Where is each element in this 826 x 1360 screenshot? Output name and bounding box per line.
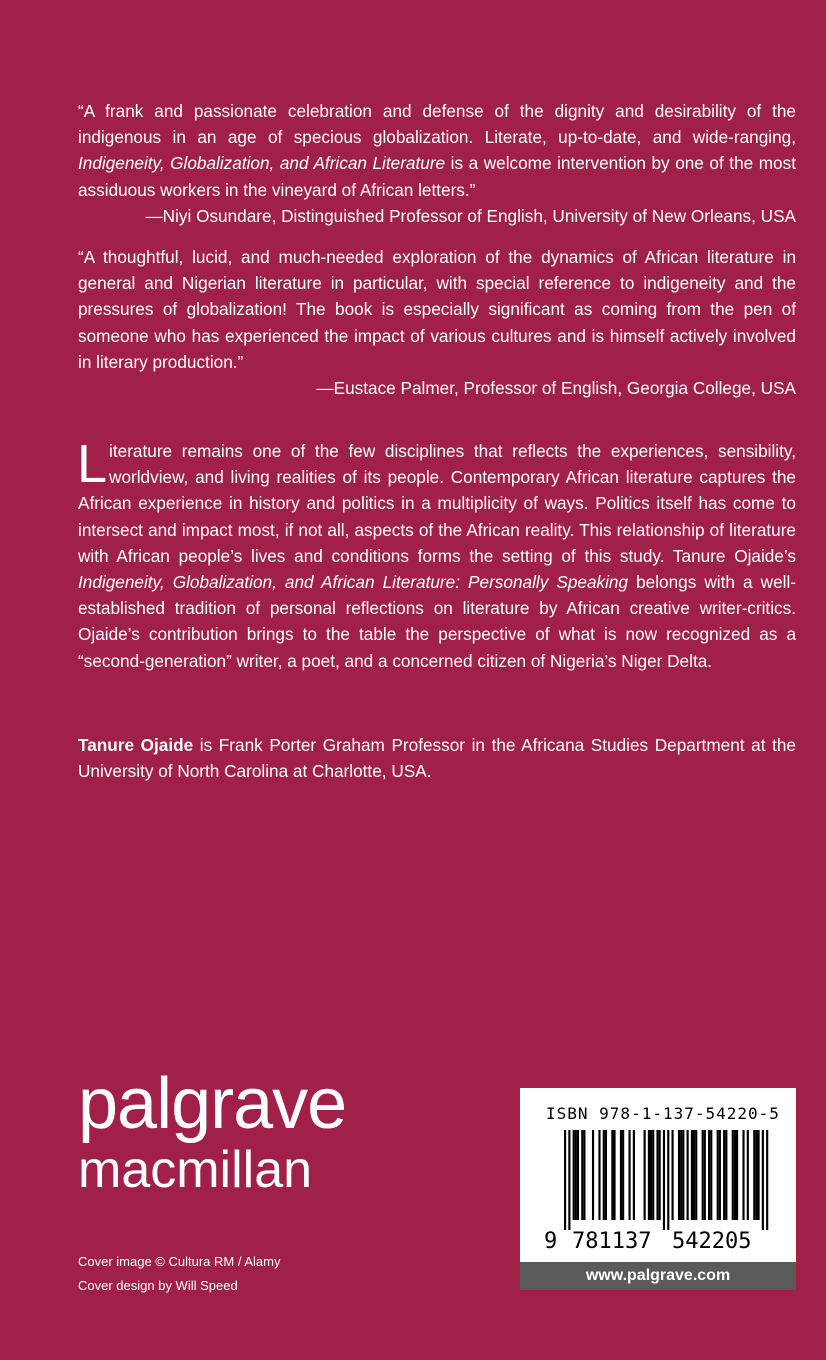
- barcode-bar: [695, 1130, 697, 1220]
- review-quote-1-attribution: —Niyi Osundare, Distinguished Professor of English, University of New Orleans, USA: [145, 205, 796, 226]
- barcode-bar: [704, 1130, 706, 1220]
- review-quote-1: [78, 98, 796, 229]
- barcode-bar: [719, 1130, 721, 1220]
- isbn-barcode: [520, 1088, 796, 1262]
- barcode-graphic: [520, 1088, 796, 1262]
- barcode-bar: [583, 1130, 585, 1220]
- barcode-bar: [663, 1130, 665, 1230]
- barcode-bar: [644, 1130, 646, 1220]
- barcode-bar: [742, 1130, 744, 1220]
- barcode-bar: [605, 1130, 607, 1220]
- barcode-bar: [581, 1130, 583, 1220]
- barcode-bar: [573, 1130, 575, 1220]
- book-title-italic: Indigeneity, Globalization, and African Literature: [78, 153, 446, 174]
- barcode-bar: [708, 1130, 710, 1220]
- barcode-bar: [611, 1130, 613, 1220]
- review-quote-1-text: “A frank and passionate celebration and defense of the dignity and desirability of the indigenous in an age of specious globalization. Literate, up-to-date, and wide-ranging, Indigeneity, Globalization, and African Literature is a welcome intervention by one of the most assiduous workers in the vineyard of African letters.”: [78, 101, 796, 200]
- barcode-digits-left: 781137: [572, 1229, 652, 1254]
- barcode-digit-first: 9: [544, 1229, 558, 1254]
- publisher-logo-line2: macmillan: [78, 1141, 313, 1199]
- barcode-bar: [603, 1130, 605, 1220]
- barcode-bar: [633, 1130, 635, 1220]
- barcode-bar: [732, 1130, 734, 1220]
- book-title-italic: Indigeneity, Globalization, and African Literature: Personally Speaking: [78, 572, 629, 593]
- barcode-bar: [659, 1130, 661, 1220]
- barcode-bar: [691, 1130, 693, 1220]
- barcode-bar: [680, 1130, 682, 1220]
- barcode-bar: [613, 1130, 615, 1220]
- barcode-bar: [648, 1130, 650, 1220]
- barcode-bar: [622, 1130, 624, 1220]
- barcode-bar: [592, 1130, 594, 1220]
- barcode-bar: [747, 1130, 749, 1220]
- barcode-bar: [598, 1130, 600, 1220]
- barcode-bar: [656, 1130, 658, 1220]
- review-quote-2-attribution: —Eustace Palmer, Professor of English, Georgia College, USA: [316, 378, 796, 399]
- barcode-bar: [766, 1130, 768, 1230]
- barcode-bar: [725, 1130, 727, 1220]
- barcode-bar: [736, 1130, 738, 1220]
- barcode-bar: [693, 1130, 695, 1220]
- barcode-bar: [568, 1130, 570, 1230]
- barcode-bar: [650, 1130, 652, 1220]
- barcode-bar: [687, 1130, 689, 1220]
- barcode-bar: [734, 1130, 736, 1220]
- barcode-bar: [577, 1130, 579, 1220]
- barcode-bar: [710, 1130, 712, 1220]
- barcode-bar: [652, 1130, 654, 1220]
- cover-design-credit: Cover design by Will Speed: [78, 1278, 238, 1293]
- barcode-bar: [678, 1130, 680, 1220]
- barcode-bar: [758, 1130, 760, 1220]
- drop-cap: L: [77, 434, 108, 494]
- barcode-bar: [672, 1130, 674, 1220]
- barcode-bar: [717, 1130, 719, 1220]
- barcode-bar: [682, 1130, 684, 1220]
- publisher-website[interactable]: www.palgrave.com: [520, 1262, 796, 1290]
- review-quote-2: [78, 244, 796, 401]
- cover-credits: [78, 1250, 280, 1298]
- barcode-bar: [629, 1130, 631, 1220]
- barcode-bar: [755, 1130, 757, 1220]
- barcode-bar: [702, 1130, 704, 1220]
- publisher-logo-line1: palgrave: [78, 1064, 347, 1144]
- barcode-bar: [575, 1130, 577, 1220]
- author-name: Tanure Ojaide: [78, 735, 194, 755]
- isbn-label: ISBN 978-1-137-54220-5: [546, 1104, 780, 1123]
- review-quote-2-text: “A thoughtful, lucid, and much-needed exploration of the dynamics of African literature in general and Nigerian literature in particular, with special reference to indigeneity and the pressures of globalization! The book is especially significant as coming from the pen of someone who has experienced the impact of various cultures and is himself actively involved in literary production.”: [78, 247, 796, 372]
- author-bio: Tanure Ojaide is Frank Porter Graham Professor in the Africana Studies Department at the University of North Carolina at Charlotte, USA.: [78, 735, 796, 782]
- barcode-bar: [723, 1130, 725, 1220]
- barcode-bar: [564, 1130, 566, 1230]
- barcode-bar: [620, 1130, 622, 1220]
- cover-image-credit: Cover image © Cultura RM / Alamy: [78, 1254, 281, 1269]
- barcode-bar: [667, 1130, 669, 1230]
- barcode-bar: [762, 1130, 764, 1230]
- barcode-digits-right: 542205: [672, 1229, 752, 1254]
- book-description: Literature remains one of the few disciplines that reflects the experiences, sensibility, worldview, and living realities of its people. Contemporary African literature captures the African experience in history and politics in a multiplicity of ways. Politics itself has come to intersect and impact most, if not all, aspects of the African reality. This relationship of literature with African people’s lives and conditions forms the setting of this study. Tanure Ojaide’s Indigeneity, Globalization, and African Literature: Personally Speaking belongs with a well-established tradition of personal reflections on literature by African creative writer-critics. Ojaide’s contribution brings to the table the perspective of what is now recognized as a “second-generation” writer, a poet, and a concerned citizen of Nigeria’s Niger Delta.: [77, 434, 796, 671]
- barcode-bar: [753, 1130, 755, 1220]
- publisher-logo: [78, 1064, 347, 1199]
